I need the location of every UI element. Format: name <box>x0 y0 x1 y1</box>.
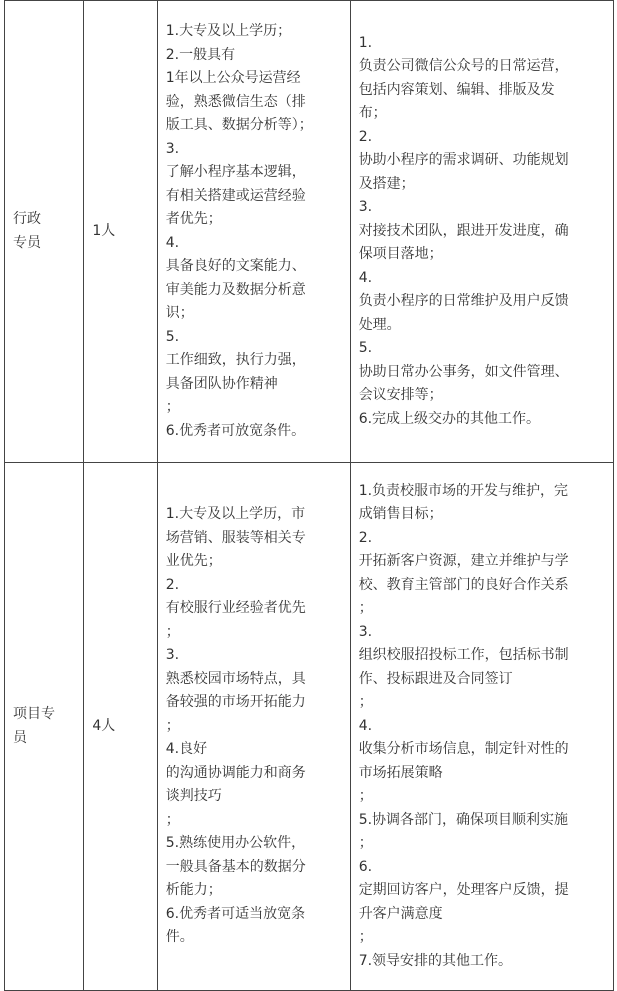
requirement-line: 一般具备基本的数据分 <box>165 858 306 875</box>
requirement-line: 1.大专及以上学历，市 <box>165 506 306 523</box>
duty-line: ； <box>358 600 373 617</box>
duty-line: 升客户满意度 <box>358 905 443 922</box>
duty-line: 5.协调各部门，确保项目顺利实施 <box>358 811 569 828</box>
duty-line: 成销售目标； <box>358 506 443 523</box>
headcount-cell <box>84 463 157 991</box>
duty-line: 组织校服招投标工作，包括标书制 <box>358 647 569 664</box>
requirement-line: 5. <box>165 328 180 345</box>
duty-line: 1.负责校服市场的开发与维护，完 <box>358 482 569 499</box>
duty-line: 6. <box>358 858 373 875</box>
duty-line: ； <box>358 835 373 852</box>
job-positions-table <box>4 0 614 991</box>
requirements-cell <box>157 463 350 991</box>
duty-line: 对接技术团队，跟进开发进度，确 <box>358 222 569 239</box>
requirement-line: ； <box>165 623 180 640</box>
duty-line: 市场拓展策略 <box>358 764 443 781</box>
position-title-cell <box>5 1 84 463</box>
duty-line: 定期回访客户，处理客户反馈，提 <box>358 882 569 899</box>
duty-line: 协助日常办公事务，如文件管理、 <box>358 363 569 380</box>
duty-line: 会议安排等； <box>358 387 443 404</box>
duties-cell <box>350 1 613 463</box>
requirement-line: ； <box>165 811 180 828</box>
position-title-line: 专员 <box>13 234 41 251</box>
requirement-line: 识； <box>165 305 194 321</box>
position-row-project <box>5 463 614 991</box>
position-title-cell <box>5 463 84 991</box>
requirements-cell <box>157 1 350 463</box>
requirement-line: 备较强的市场开拓能力 <box>165 694 306 711</box>
duty-line: 7.领导安排的其他工作。 <box>358 952 513 969</box>
requirement-line: 4.良好 <box>165 741 208 758</box>
requirement-line: 者优先； <box>165 211 222 227</box>
requirement-line: 具备团队协作精神 <box>165 375 278 392</box>
duty-line: 4. <box>358 269 373 286</box>
requirement-line: 的沟通协调能力和商务 <box>165 764 306 781</box>
duty-line: 包括内容策划、编辑、排版及发 <box>358 81 555 98</box>
duty-line: 6.完成上级交办的其他工作。 <box>358 410 541 427</box>
position-row-admin <box>5 1 614 463</box>
requirement-line: 3. <box>165 647 180 664</box>
duty-line: 协助小程序的需求调研、功能规划 <box>358 152 569 169</box>
requirement-line: 有校服行业经验者优先 <box>165 600 306 617</box>
position-title-line: 行政 <box>13 211 41 227</box>
duty-line: 收集分析市场信息，制定针对性的 <box>358 741 569 758</box>
requirement-line: 4. <box>165 234 180 251</box>
position-title-line: 项目专 <box>13 706 55 722</box>
requirement-line: 验，熟悉微信生态（排 <box>165 93 306 110</box>
requirement-line: 具备良好的文案能力、 <box>165 258 306 274</box>
duty-line: ； <box>358 929 373 946</box>
duty-line: 3. <box>358 199 373 216</box>
requirement-line: 6.优秀者可适当放宽条 <box>165 905 306 922</box>
duty-line: 校、教育主管部门的良好合作关系 <box>358 576 569 593</box>
requirement-line: 3. <box>165 140 180 157</box>
requirement-line: ； <box>165 399 180 415</box>
requirement-line: 件。 <box>165 929 194 946</box>
requirement-line: 析能力； <box>165 882 222 899</box>
duty-line: 保项目落地； <box>358 246 443 263</box>
requirement-line: 2. <box>165 576 180 593</box>
duty-line: 2. <box>358 128 373 145</box>
requirement-line: 5.熟练使用办公软件， <box>165 835 306 852</box>
requirement-line: 了解小程序基本逻辑， <box>165 164 306 180</box>
position-title-line: 员 <box>13 729 27 746</box>
requirement-line: 工作细致，执行力强， <box>165 352 306 368</box>
duty-line: 处理。 <box>358 316 401 333</box>
requirement-line: 1.大专及以上学历； <box>165 23 292 39</box>
headcount-value: 1人 <box>92 222 116 239</box>
duty-line: ； <box>358 694 373 711</box>
requirement-line: 谈判技巧 <box>165 788 222 805</box>
duty-line: 布； <box>358 105 387 122</box>
duty-line: 1. <box>358 34 373 51</box>
headcount-value: 4人 <box>92 717 116 734</box>
duty-line: 开拓新客户资源，建立并维护与学 <box>358 553 569 570</box>
requirement-line: 场营销、服装等相关专 <box>165 529 306 546</box>
requirement-line: 熟悉校园市场特点，具 <box>165 670 306 687</box>
requirement-line: 6.优秀者可放宽条件。 <box>165 422 306 439</box>
requirement-line: 业优先； <box>165 553 222 570</box>
requirement-line: 有相关搭建或运营经验 <box>165 187 306 204</box>
duty-line: 3. <box>358 623 373 640</box>
duty-line: 2. <box>358 529 373 546</box>
requirement-line: ； <box>165 717 180 734</box>
duty-line: 负责小程序的日常维护及用户反馈 <box>358 293 569 310</box>
requirement-line: 审美能力及数据分析意 <box>165 281 306 298</box>
headcount-cell <box>84 1 157 463</box>
duty-line: 作、投标跟进及合同签订 <box>358 670 513 687</box>
duty-line: 5. <box>358 340 373 357</box>
duty-line: 及搭建； <box>358 175 415 192</box>
duty-line: 4. <box>358 717 373 734</box>
requirement-line: 版工具、数据分析等）； <box>165 117 313 133</box>
requirement-line: 2.一般具有 <box>165 46 236 63</box>
duties-cell <box>350 463 613 991</box>
requirement-line: 1年以上公众号运营经 <box>165 70 301 86</box>
duty-line: 负责公司微信公众号的日常运营， <box>358 58 569 75</box>
duty-line: ； <box>358 788 373 805</box>
